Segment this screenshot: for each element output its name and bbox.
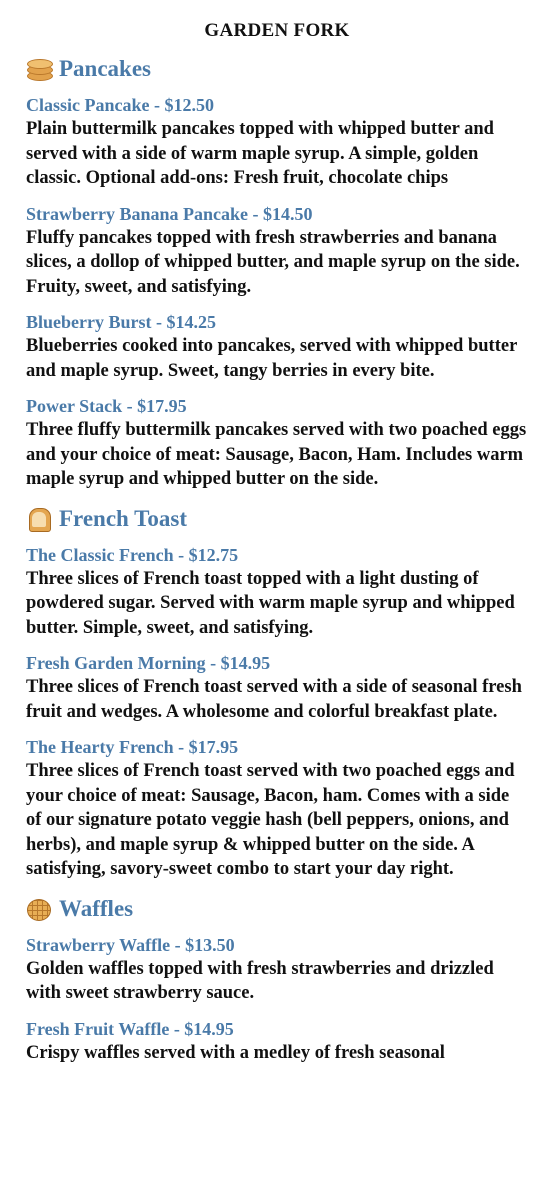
section-pancakes	[26, 54, 528, 492]
menu-item	[26, 736, 528, 882]
item-name: Blueberry Burst - $14.25	[26, 312, 216, 332]
menu-item	[26, 395, 528, 492]
item-description: Plain buttermilk pancakes topped with whipped butter and served with a side of warm maple syrup. A simple, golden classic. Optional add-ons: Fresh fruit, chocolate chips	[26, 119, 494, 188]
menu-item	[26, 311, 528, 383]
item-description: Three slices of French toast served with two poached eggs and your choice of meat: Sausage, Bacon, ham. Comes with a side of our signature potato veggie hash (bell peppers, onions, and herbs), and maple syrup & whipped butter on the side. A satisfying, savory-sweet combo to start your day right.	[26, 761, 515, 879]
bread-icon	[26, 507, 52, 531]
section-title: Waffles	[59, 895, 134, 921]
menu-item	[26, 544, 528, 641]
menu-item	[26, 652, 528, 724]
menu-item	[26, 94, 528, 191]
item-name: Strawberry Waffle - $13.50	[26, 934, 235, 955]
item-name: The Hearty French - $17.95	[26, 737, 239, 757]
item-description: Three slices of French toast served with a side of seasonal fresh fruit and wedges. A wholesome and colorful breakfast plate.	[26, 677, 522, 722]
section-french-toast	[26, 504, 528, 882]
item-description: Three slices of French toast topped with a light dusting of powdered sugar. Served with warm maple syrup and whipped butter. Simple, sweet, and satisfying.	[26, 568, 515, 638]
item-name: Fresh Garden Morning - $14.95	[26, 653, 271, 673]
pancake-icon	[26, 57, 52, 81]
item-name: Power Stack - $17.95	[26, 396, 187, 416]
item-name: Classic Pancake - $12.50	[26, 95, 214, 115]
restaurant-title: GARDEN FORK	[204, 20, 350, 41]
item-description: Golden waffles topped with fresh strawberries and drizzled with sweet strawberry sauce.	[26, 958, 494, 1003]
section-heading	[26, 504, 528, 534]
section-title: Pancakes	[59, 56, 151, 81]
item-description: Fluffy pancakes topped with fresh strawberries and banana slices, a dollop of whipped butter, and maple syrup on the side. Fruity, sweet, and satisfying.	[26, 227, 520, 297]
menu-item	[26, 1018, 528, 1066]
item-description: Three fluffy buttermilk pancakes served with two poached eggs and your choice of meat: Sausage, Bacon, Ham. Includes warm maple syrup and whipped butter on the side.	[26, 420, 527, 489]
section-heading	[26, 894, 528, 924]
item-name: Fresh Fruit Waffle - $14.95	[26, 1018, 234, 1039]
item-name: Strawberry Banana Pancake - $14.50	[26, 203, 313, 224]
section-title: French Toast	[59, 505, 188, 531]
menu-item	[26, 934, 528, 1006]
item-description: Crispy waffles served with a medley of fresh seasonal	[26, 1042, 445, 1063]
item-description: Blueberries cooked into pancakes, served with whipped butter and maple syrup. Sweet, tangy berries in every bite.	[26, 336, 517, 381]
section-waffles	[26, 894, 528, 1066]
waffle-icon	[26, 897, 52, 921]
menu-item	[26, 203, 528, 300]
item-name: The Classic French - $12.75	[26, 544, 239, 565]
section-heading	[26, 54, 528, 84]
